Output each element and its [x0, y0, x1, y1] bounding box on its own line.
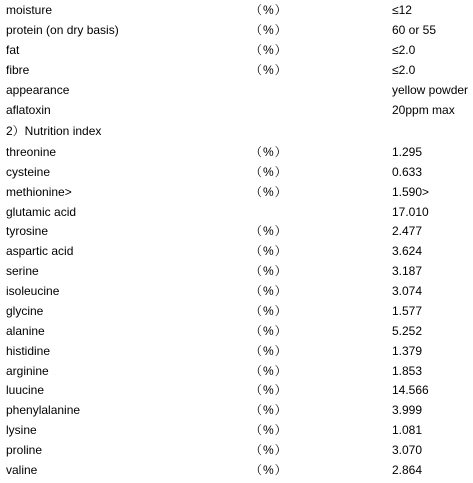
table-row: [0, 202, 473, 222]
item-value: 3.074: [392, 284, 423, 298]
item-name: arginine: [6, 364, 49, 378]
table-row: [0, 400, 473, 420]
item-unit: （%）: [250, 403, 288, 417]
item-value: 3.624: [392, 244, 423, 258]
section-heading-row: [0, 121, 473, 141]
item-unit: （%）: [250, 145, 288, 159]
item-value: 17.010: [392, 205, 429, 219]
item-name: threonine: [6, 145, 57, 159]
item-name: phenylalanine: [6, 403, 81, 417]
table-row: [0, 241, 473, 261]
item-name: serine: [6, 264, 39, 278]
item-name: aspartic acid: [6, 244, 74, 258]
item-name: isoleucine: [6, 284, 60, 298]
item-name: aflatoxin: [6, 103, 51, 117]
table-row: [0, 221, 473, 241]
table-row: [0, 40, 473, 60]
item-name: glycine: [6, 304, 44, 318]
item-name: moisture: [6, 3, 53, 17]
item-value: 0.633: [392, 165, 423, 179]
table-row: [0, 341, 473, 361]
item-value: 60 or 55: [392, 23, 437, 37]
item-name: luucine: [6, 383, 45, 397]
item-value: 1.081: [392, 423, 423, 437]
item-value: ≤2.0: [392, 63, 416, 77]
item-unit: （%）: [250, 463, 288, 477]
item-value: 2.864: [392, 463, 423, 477]
item-unit: （%）: [250, 324, 288, 338]
table-row: [0, 0, 473, 20]
table-row: [0, 361, 473, 381]
item-value: 1.379: [392, 344, 423, 358]
table-row: [0, 440, 473, 460]
item-name: alanine: [6, 324, 45, 338]
table-row: [0, 460, 473, 480]
item-value: ≤12: [392, 3, 412, 17]
table-row: [0, 80, 473, 100]
table-row: [0, 380, 473, 400]
table-row: [0, 420, 473, 440]
item-name: fibre: [6, 63, 30, 77]
item-unit: （%）: [250, 304, 288, 318]
item-unit: （%）: [250, 244, 288, 258]
item-unit: （%）: [250, 364, 288, 378]
item-value: yellow powder: [392, 83, 469, 97]
section-heading: 2）Nutrition index: [6, 124, 102, 138]
item-name: appearance: [6, 83, 70, 97]
item-unit: （%）: [250, 344, 288, 358]
item-value: 3.070: [392, 443, 423, 457]
item-unit: （%）: [250, 423, 288, 437]
item-name: proline: [6, 443, 43, 457]
table-row: [0, 261, 473, 281]
item-value: 20ppm max: [392, 103, 455, 117]
table-row: [0, 301, 473, 321]
item-name: lysine: [6, 423, 37, 437]
item-unit: （%）: [250, 443, 288, 457]
item-unit: （%）: [250, 43, 288, 57]
item-unit: （%）: [250, 23, 288, 37]
item-name: methionine>: [6, 185, 72, 199]
item-value: 3.187: [392, 264, 423, 278]
item-value: 1.590>: [392, 185, 430, 199]
table-row: [0, 142, 473, 162]
item-value: 5.252: [392, 324, 423, 338]
item-name: cysteine: [6, 165, 51, 179]
item-value: 1.577: [392, 304, 423, 318]
item-name: tyrosine: [6, 224, 49, 238]
item-value: ≤2.0: [392, 43, 416, 57]
item-name: glutamic acid: [6, 205, 77, 219]
item-unit: （%）: [250, 63, 288, 77]
item-value: 14.566: [392, 383, 429, 397]
item-name: valine: [6, 463, 38, 477]
item-name: fat: [6, 43, 20, 57]
item-unit: （%）: [250, 383, 288, 397]
table-row: [0, 321, 473, 341]
item-value: 1.853: [392, 364, 423, 378]
table-row: [0, 100, 473, 120]
item-unit: （%）: [250, 224, 288, 238]
item-unit: （%）: [250, 264, 288, 278]
item-unit: （%）: [250, 284, 288, 298]
item-name: histidine: [6, 344, 51, 358]
item-value: 1.295: [392, 145, 423, 159]
item-value: 2.477: [392, 224, 423, 238]
table-row: [0, 60, 473, 80]
item-unit: （%）: [250, 185, 288, 199]
item-unit: （%）: [250, 3, 288, 17]
table-row: [0, 162, 473, 182]
table-row: [0, 20, 473, 40]
item-value: 3.999: [392, 403, 423, 417]
table-row: [0, 281, 473, 301]
item-name: protein (on dry basis): [6, 23, 119, 37]
item-unit: （%）: [250, 165, 288, 179]
table-row: [0, 182, 473, 202]
